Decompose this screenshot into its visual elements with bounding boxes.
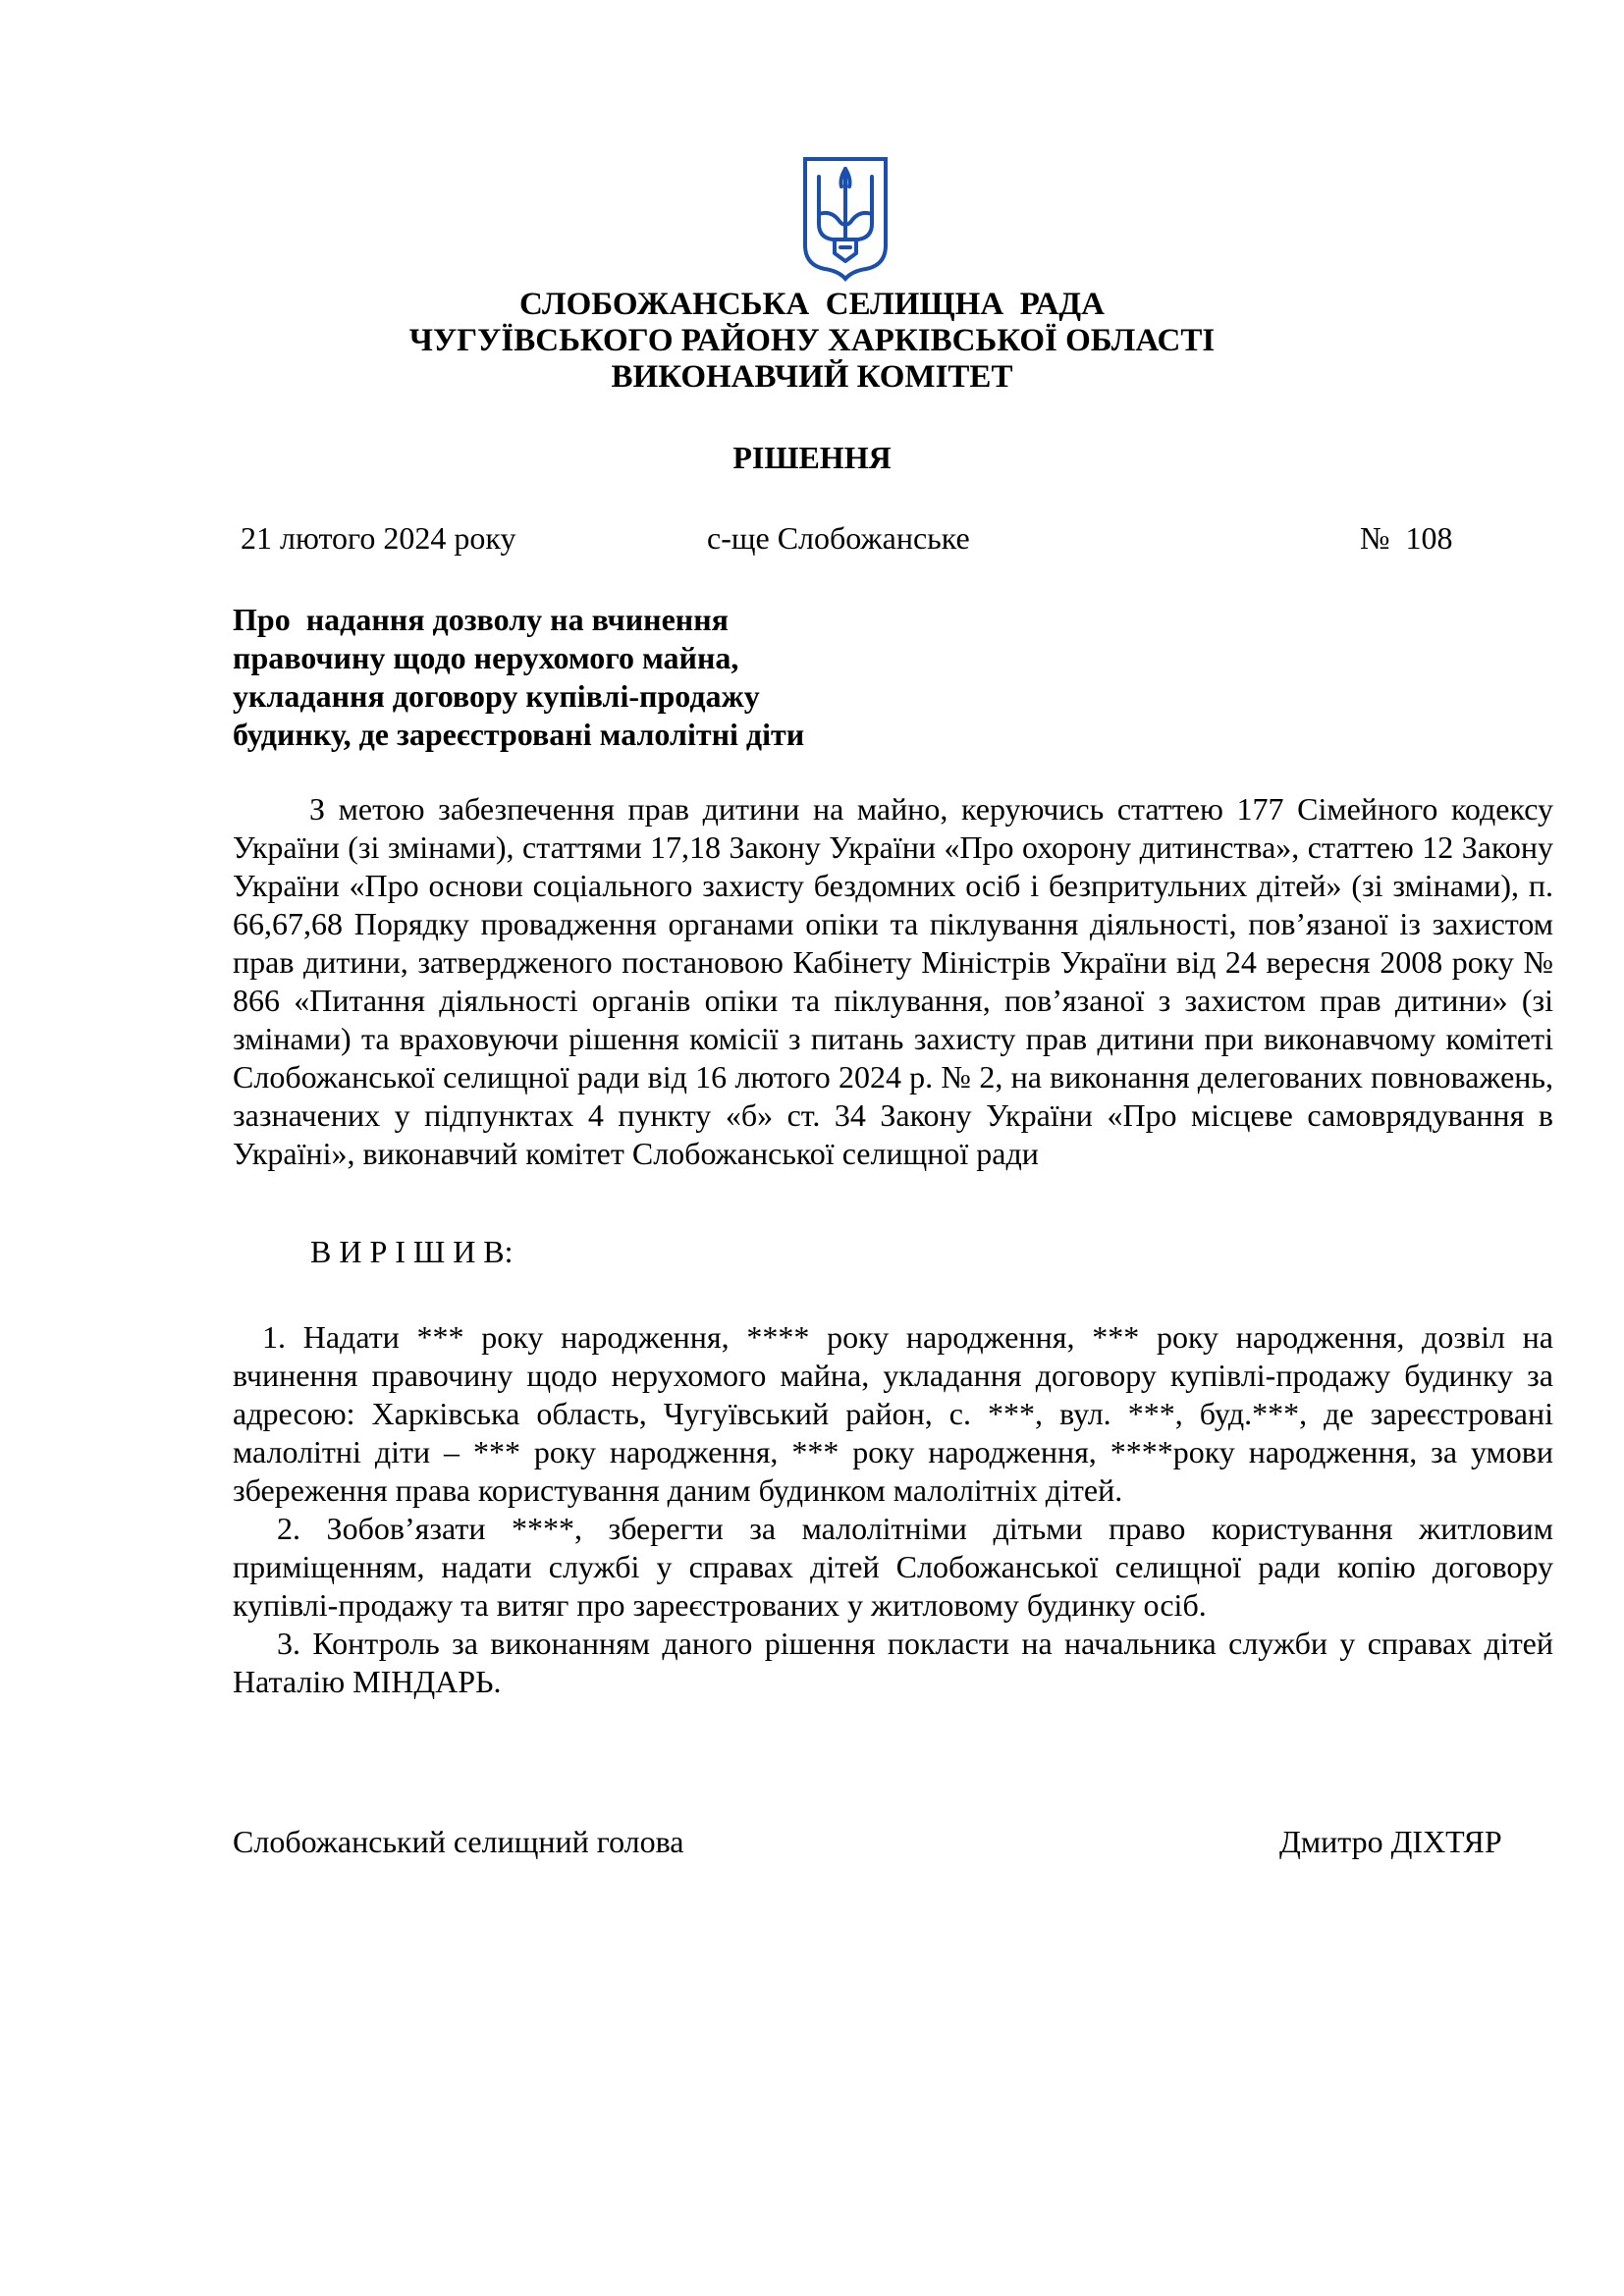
decision-item: 1. Надати *** року народження, **** року народження, *** року народження, дозвіл на вчинення правочину щодо нерухомого майна, укладання договору купівлі-продажу будинку за адресою: Харківська область, Чугуївський район, с. ***, вул. ***, буд.***, де зареєстровані малолітні діти – *** року народження, *** року народження, ****року народження, за умови збереження права користування даним будинком малолітніх дітей. — [233, 1319, 1553, 1508]
decision-subject — [233, 601, 920, 754]
document-meta — [0, 520, 1624, 560]
subject-line: будинку, де зареєстровані малолітні діти — [233, 717, 805, 752]
district-region: ЧУГУЇВСЬКОГО РАЙОНУ ХАРКІВСЬКОЇ ОБЛАСТІ — [408, 323, 1216, 358]
document-number: № 108 — [1360, 520, 1453, 556]
subject-line: правочину щодо нерухомого майна, — [233, 640, 739, 675]
council-name: СЛОБОЖАНСЬКА СЕЛИЩНА РАДА — [519, 287, 1105, 322]
subject-line: Про надання дозволу на вчинення — [233, 602, 729, 637]
resolve-heading: В И Р І Ш И В: — [310, 1234, 514, 1269]
decision-item: 3. Контроль за виконанням даного рішення покласти на начальника служби у справах дітей Наталію МІНДАРЬ. — [233, 1626, 1553, 1699]
document-type: РІШЕННЯ — [732, 440, 892, 475]
decision-item: 2. Зобов’язати ****, зберегти за малолітніми дітьми право користування житловим приміщенням, надати службі у справах дітей Слобожанської селищної ради копію договору купівлі-продажу та витяг про зареєстрованих у житловому будинку осіб. — [233, 1511, 1553, 1623]
document-date: 21 лютого 2024 року — [241, 520, 516, 556]
decision-items — [233, 1318, 1553, 1701]
signatory-name: Дмитро ДІХТЯР — [1279, 1824, 1502, 1859]
council-header — [0, 287, 1624, 396]
executive-committee: ВИКОНАВЧИЙ КОМІТЕТ — [611, 359, 1013, 395]
subject-line: укладання договору купівлі-продажу — [233, 678, 760, 714]
signatory-title: Слобожанський селищний голова — [233, 1824, 684, 1859]
preamble-paragraph: З метою забезпечення прав дитини на майно, керуючись статтею 177 Сімейного кодексу України (зі змінами), статтями 17,18 Закону України «Про охорону дитинства», статтею 12 Закону України «Про основи соціального захисту бездомних осіб і безпритульних дітей» (зі змінами), п. 66,67,68 Порядку провадження органами опіки та піклування діяльності, пов’язаної із захистом прав дитини, затвердженого постановою Кабінету Міністрів України від 24 вересня 2008 року № 866 «Питання діяльності органів опіки та піклування, пов’язаної з захистом прав дитини» (зі змінами) та враховуючи рішення комісії з питань захисту прав дитини при виконавчому комітеті Слобожанської селищної ради від 16 лютого 2024 р. № 2, на виконання делегованих повноважень, зазначених у підпунктах 4 пункту «б» ст. 34 Закону України «Про місцеве самоврядування в Україні», виконавчий комітет Слобожанської селищної ради — [233, 791, 1553, 1171]
document-place: с-ще Слобожанське — [707, 520, 970, 556]
coat-of-arms-icon — [801, 155, 890, 283]
